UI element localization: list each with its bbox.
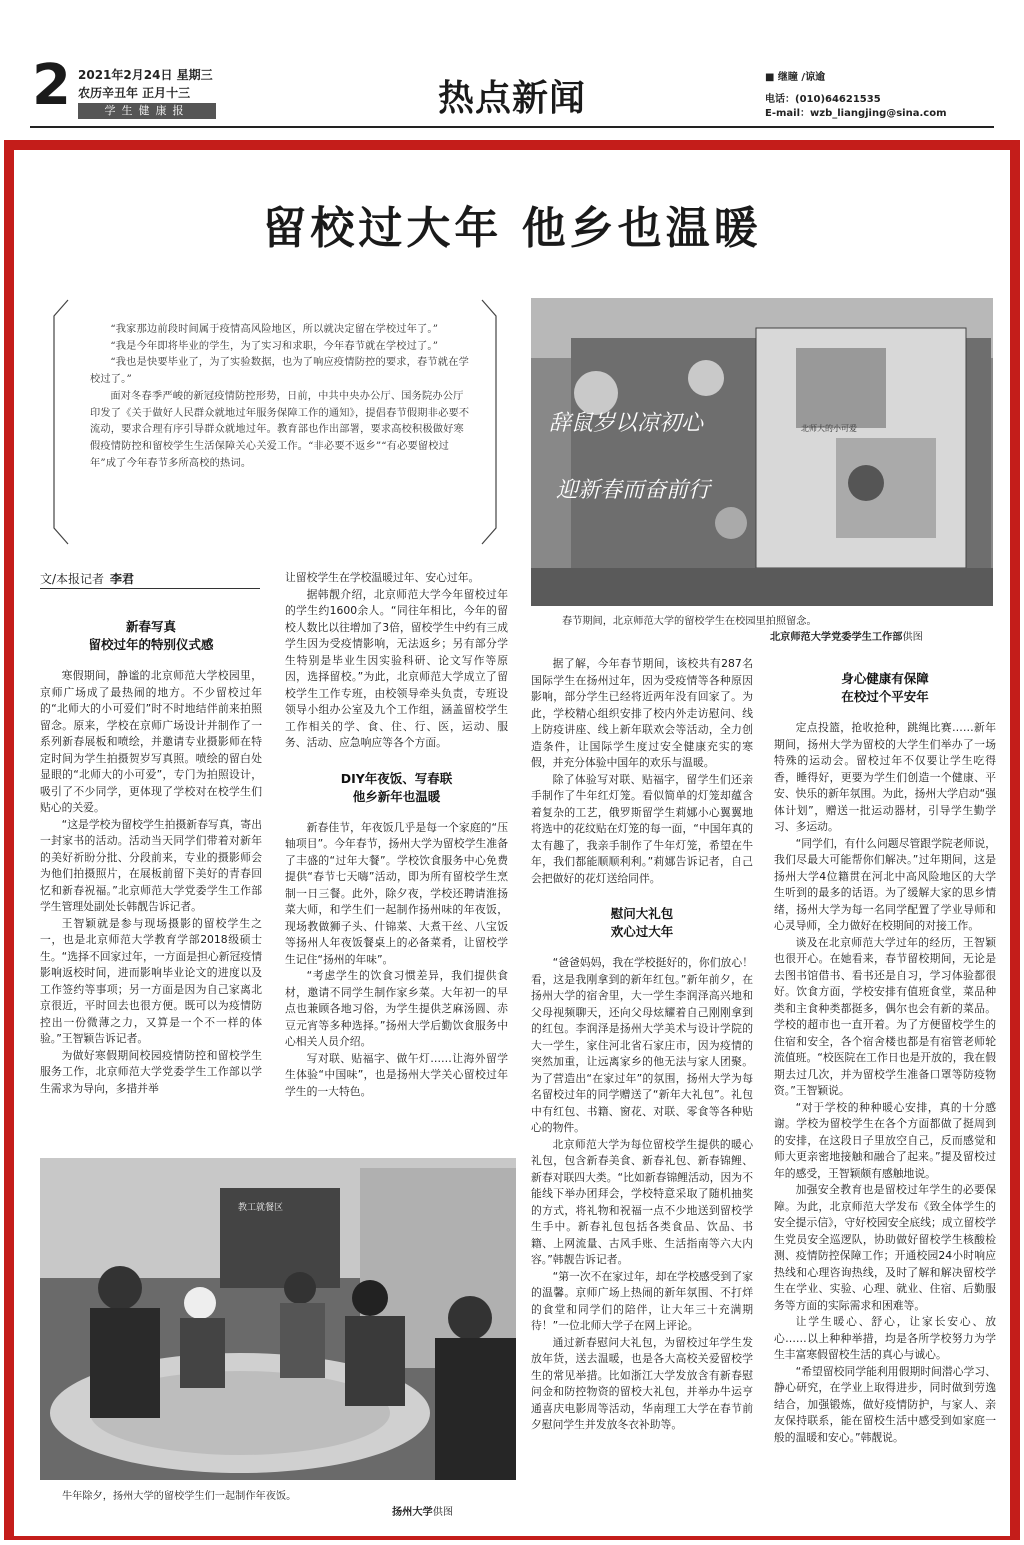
column-4 [774,652,996,1446]
column-1 [40,600,262,1097]
subheading-3-line2: 欢心过大年 [610,924,674,939]
photo-2-credit-suffix: 供图 [432,1507,454,1518]
header-rule [30,126,994,128]
paragraph: 寒假期间，静谧的北京师范大学校园里，京师广场成了最热闹的地方。不少留校过年的“北师大的小可爱们”时不时地结伴前来拍照留念。原来，学校在京师广场设计并制作了一系列新春展板和喷绘，并邀请专业摄影师在特定时间为学生拍摄贺岁写真照。喷绘的留白处显眼的“北师大的小可爱”，专门为拍照设计，吸引了不少同学，更体现了学校对在校学生们贴心的关爱。 [40,669,262,814]
board-label: 北师大的小可爱 [801,424,857,433]
page-number: 2 [32,53,71,118]
photo-1-credit-suffix: 供图 [902,632,923,643]
subheading-3-line1: 慰问大礼包 [610,906,674,921]
photo-2-credit-org: 扬州大学 [392,1507,433,1518]
subheading-4 [774,670,996,706]
paragraph: 王智颖就是参与现场摄影的留校学生之一，也是北京师范大学教育学部2018级硕士生。“选择不回家过年，一方面是担心新冠疫情影响返校时间，进而影响毕业论文的进度以及工作签约等事项；另一方面是因为自己家离北京很近，平时回去也很方便。既可以为疫情防控出一份微薄之力，又算是一个不一样的体验。”王智颖告诉记者。 [40,916,262,1045]
paragraph: 让学生暖心、舒心，让家长安心、放心……以上种种举措，均是各所学校努力为学生丰富寒假留校生活的真心与诚心。 [774,1315,996,1361]
lead-quote-3: “我也是快要毕业了，为了实验数据，也为了响应疫情防控的要求，春节就在学校过了。” [90,357,469,386]
photo-2-caption: 牛年除夕，扬州大学的留校学生们一起制作年夜饭。 [62,1491,297,1502]
subheading-2 [285,770,508,806]
subheading-4-line1: 身心健康有保障 [841,671,929,686]
banner-text-1: 辞鼠岁以凉初心 [549,411,704,436]
column-3 [531,656,753,1434]
subheading-1-line2: 留校过年的特别仪式感 [88,637,214,652]
paragraph: 据韩靓介绍，北京师范大学今年留校过年的学生约1600余人。“同往年相比，今年的留校人数比以往增加了3倍，留校学生中约有三成学生因为受疫情影响，无法返乡；另有部分学生特别是毕业生因实验科研、论文写作等原因，选择留校。”为此，北京师范大学成立了留校学生工作专班，由校领导牵头负责，专班设领导小组办公室及九个工作组，涵盖留校学生工作相关的学、食、住、行、医，运动、服务、活动、应急响应等各个方面。 [285,587,508,749]
contact-phone: 电话：(010)64621535 [765,94,881,105]
paragraph: 加强安全教育也是留校过年学生的必要保障。为此，北京师范大学发布《致全体学生的安全提示信》，守好校园安全底线；成立留校学生党员安全巡逻队，协助做好留校学生核酸检测、疫情防控保障工作；开通校园24小时响应热线和心理咨询热线，及时了解和解决留校学生在学业、实验、心理、就业、住宿、后勤服务等方面的实际需求和困难等。 [774,1183,996,1312]
photo-bnu-board [531,298,993,606]
photo-1-credit-org: 北京师范大学党委学生工作部 [770,632,903,643]
contact-email: E-mail：wzb_liangjing@sina.com [765,108,947,119]
byline-name: 李君 [110,572,135,586]
lead-paragraph: 面对冬春季严峻的新冠疫情防控形势，日前，中共中央办公厅、国务院办公厅印发了《关于做好人民群众就地过年服务保障工作的通知》，提倡春节假期非必要不流动，要求合理有序引导群众就地过年。教育部也作出部署，要求高校积极做好寒假疫情防控和留校学生生活保障关心关爱工作。“非必要不返乡”“有必要留校过年”成了今年春节多所高校的热词。 [90,390,470,469]
paragraph: 定点投篮，抢收抢种，跳绳比赛……新年期间，扬州大学为留校的大学生们举办了一场特殊的运动会。留校过年不仅要让学生吃得香，睡得好，更要为学生们创造一个健康、平安、快乐的新年氛围。为此，扬州大学启动“强体计划”，赠送一批运动器材，引导学生勤学习、多运动。 [774,721,996,833]
subheading-2-line1: DIY年夜饭、写春联 [340,770,453,786]
paragraph: 通过新春慰问大礼包，为留校过年学生发放年货，送去温暖，也是各大高校关爱留校学生的常见举措。比如浙江大学发放含有新春慰问金和防控物资的留校大礼包，并举办牛运亨通喜庆电影周等活动，华南理工大学在春节前夕慰问学生并发放冬衣补助等。 [531,1335,753,1431]
paragraph: 谈及在北京师范大学过年的经历，王智颖也很开心。在她看来，春节留校期间，无论是去图书馆借书、看书还是自习，学习体验都很好。饮食方面，学校安排有值班食堂，菜品种类和主食种类都挺多，偶尔也会有新的菜品。学校的超市也一直开着。为了方便留校学生的住宿和安全，各个宿舍楼也都是有宿管老师轮流值班。“校医院在工作日也是开放的，我在假期去过几次，并为留校学生准备口罩等防疫物资。”王智颖说。 [774,935,996,1097]
subheading-1-line1: 新春写真 [125,619,176,634]
photo-1-credit [770,628,923,643]
editor-credit: ■ 继瞳 /谅逾 [765,72,826,83]
newspaper-name: 学生健康报 [78,103,216,119]
paragraph: “希望留校同学能利用假期时间潜心学习、静心研究，在学业上取得进步，同时做到劳逸结合，加强锻炼，做好疫情防护，与家人、亲友保持联系，能在留校生活中感受到如家庭一般的温暖和安心。”韩靓说。 [774,1364,996,1444]
right-bracket [480,298,500,546]
paragraph: 为做好寒假期间校园疫情防控和留校学生服务工作，北京师范大学党委学生工作部以学生需求为导向，多措并举 [40,1048,262,1095]
byline-label: 文/本报记者 [40,572,105,586]
paragraph: “同学们，有什么问题尽管跟学院老师说，我们尽最大可能帮你们解决。”过年期间，这是扬州大学4位籍贯在河北中高风险地区的大学生听到的最多的话语。为了缓解大家的思乡情绪，扬州大学为每一名同学配置了学业导师和心灵导师，全力做好在校期间的对接工作。 [774,836,996,932]
issue-date: 2021年2月24日 星期三 [78,68,213,82]
lead-text [90,322,470,472]
banner-text-2: 迎新春而奋前行 [556,478,711,503]
column-2 [285,570,508,1100]
paragraph: “考虑学生的饮食习惯差异，我们提供食材，邀请不同学生制作家乡菜。大年初一的早点也兼顾各地习俗，为学生提供芝麻汤圆、赤豆元宵等多种选择。”扬州大学后勤饮食服务中心相关人员介绍。 [285,969,508,1048]
paragraph: 新春佳节，年夜饭几乎是每一个家庭的“压轴项目”。今年春节，扬州大学为留校学生准备了丰盛的“过年大餐”。学校饮食服务中心免费提供“春节七天嗨”活动，即为所有留校学生烹制一日三餐。此外，除夕夜，学校还聘请淮扬菜大师，和学生们一起制作扬州味的年夜饭，现场教做狮子头、什锦菜、大煮干丝、八宝饭等扬州人年夜饭餐桌上的必备菜肴，让留校学生记住“扬州的年味”。 [285,820,508,966]
lead-quote-1: “我家那边前段时间属于疫情高风险地区，所以就决定留在学校过年了。” [110,324,439,335]
headline: 留校过大年 他乡也温暖 [262,203,762,254]
paragraph: 让留校学生在学校温暖过年、安心过年。 [285,571,480,584]
subheading-4-line2: 在校过个平安年 [841,689,929,704]
byline [40,570,134,587]
paragraph: 据了解，今年春节期间，该校共有287名国际学生在扬州过年，因为受疫情等各种原因影响，部分学生已经将近两年没有回家了。为此，学校精心组织安排了校内外走访慰问、线上防疫讲座、线上新年联欢会等活动，全力创造条件，让国际学生度过安全健康充实的寒假，并充分体验中国年的欢乐与温暖。 [531,657,753,769]
photo-1-caption: 春节期间，北京师范大学的留校学生在校园里拍照留念。 [562,616,817,627]
paragraph: 除了体验写对联、贴福字，留学生们还亲手制作了牛年红灯笼。看似简单的灯笼却蕴含着复杂的工艺，俄罗斯留学生莉娜小心翼翼地将选中的花纹贴在灯笼的每一面，“中国年真的太有趣了，我亲手制作了牛年灯笼，希望在牛年，我们都能顺顺利利。”莉娜告诉记者，自己会把做好的花灯送给同伴。 [531,772,753,885]
lunar-date: 农历辛丑年 正月十三 [78,86,191,100]
column-title: 热点新闻 [438,77,587,119]
paragraph: 写对联、贴福字、做午灯……让海外留学生体验“中国味”，也是扬州大学关心留校过年学生的一大特色。 [285,1051,508,1098]
subheading-2-line2: 他乡新年也温暖 [352,788,441,804]
byline-rule [40,588,260,589]
photo-yzu-dinner [40,1158,516,1480]
paragraph: “这是学校为留校学生拍摄新春写真，寄出一封家书的活动。活动当天同学们带着对新年的美好祈盼分批、分段前来，专业的摄影师会为他们拍摄照片，在展板前留下美好的青春回忆和新春祝福。”北京师范大学党委学生工作部学生管理处副处长韩靓告诉记者。 [40,817,262,913]
photo-2-credit [392,1503,453,1518]
photo-bnu-board-scene [531,298,993,606]
lead-quote-box [50,298,500,548]
page-header [0,0,1024,125]
subheading-3 [531,905,753,941]
paragraph: “第一次不在家过年，却在学校感受到了家的温馨。京师广场上热闹的新年氛围、不打烊的食堂和同学们的陪伴，让大年三十充满期待！”一位北师大学子在网上评论。 [531,1269,753,1332]
left-bracket [50,298,70,546]
paragraph: 北京师范大学为每位留校学生提供的暖心礼包，包含新春美食、新春礼包、新春锦鲤、新春对联四大类。“比如新春锦鲤活动，因为不能线下举办团拜会，学校特意采取了随机抽奖的方式，将礼物和祝福一点不少地送到留校学生手中。新春礼包包括各类食品、饮品、书籍、上网流量、古风手账、生活指南等六大内容。”韩靓告诉记者。 [531,1137,753,1266]
lead-quote-2: “我是今年即将毕业的学生，为了实习和求职，今年春节就在学校过了。” [110,340,439,352]
paragraph: “对于学校的种种暖心安排，真的十分感谢。学校为留校学生在各个方面都做了挺周到的安排，在这段日子里放空自己，反而感觉和师大更亲密地接触和融合了起来。”提及留校过年的感受，王智颖颇有感触地说。 [774,1100,996,1180]
door-sign: 教工就餐区 [238,1203,284,1213]
paragraph: “爸爸妈妈，我在学校挺好的，你们放心！看，这是我刚拿到的新年红包。”新年前夕，在扬州大学的宿舍里，大一学生李润泽高兴地和父母视频聊天，还向父母炫耀着自己刚刚拿到的红包。李润泽是扬州大学美术与设计学院的大一学生，家住河北省石家庄市，因为疫情的突然加重，让远离家乡的他无法与家人团聚。为了营造出“在家过年”的氛围，扬州大学为每名留校过年的同学赠送了“新年大礼包”。礼包中有红包、书籍、窗花、对联、零食等各种贴心的物件。 [531,956,753,1134]
subheading-1 [40,618,262,654]
